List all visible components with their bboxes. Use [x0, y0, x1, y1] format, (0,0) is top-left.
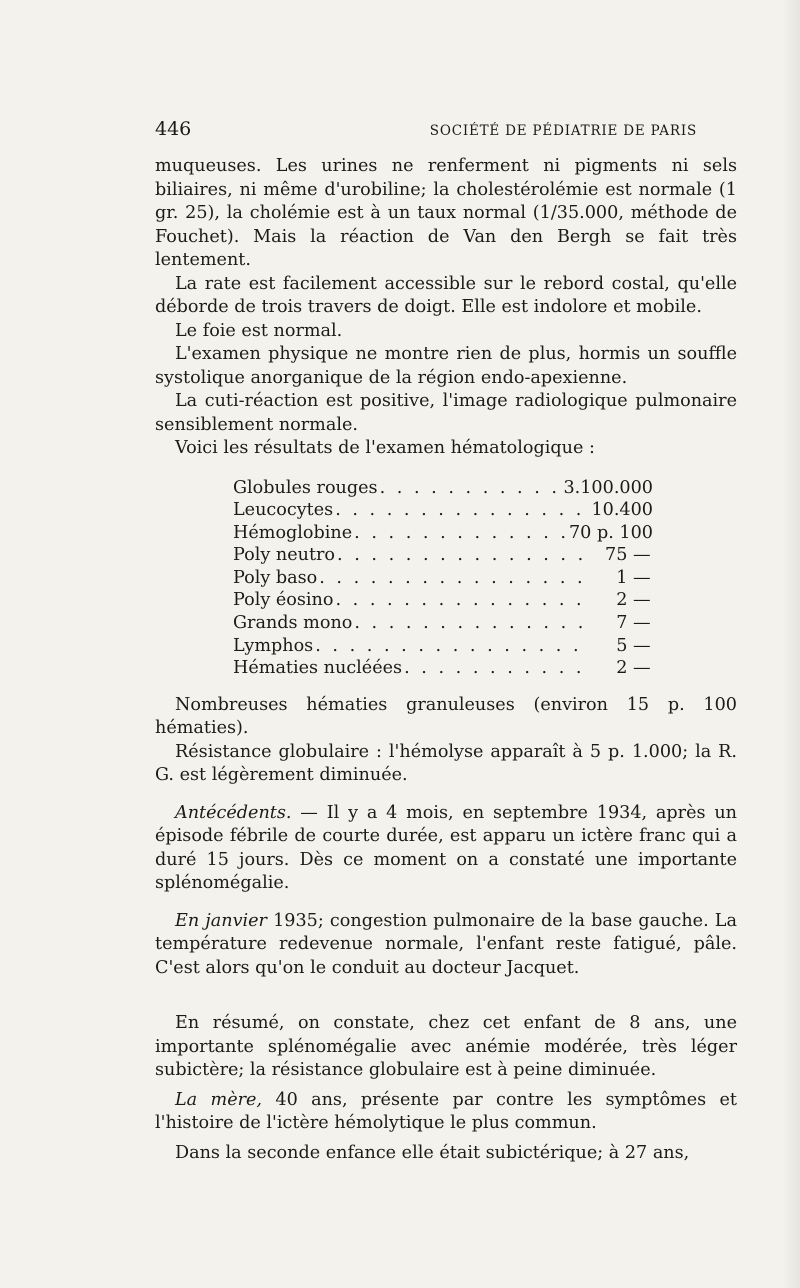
row-label: Leucocytes: [233, 500, 334, 521]
row-value: 70 p. 100: [568, 522, 653, 543]
leader-dots: [354, 612, 591, 636]
leader-dots: [319, 567, 591, 591]
row-label: Poly neutro: [233, 545, 336, 566]
antecedents-text: — Il y a 4 mois, en septembre 1934, après un épisode fébrile de courte durée, est apparu un ictère franc qui a duré 15 jours. Dès ce moment on a constaté une importante splénomégalie.: [155, 802, 737, 894]
paragraph: Le foie est normal.: [175, 320, 343, 341]
table-row: [233, 499, 653, 522]
row-value: 7 —: [616, 613, 651, 634]
paragraph: La cuti-réaction est positive, l'image radiologique pulmonaire sensiblement normale.: [155, 391, 737, 435]
mere-paragraph: [155, 1089, 737, 1136]
janvier-paragraph: [155, 910, 737, 981]
paragraph: Voici les résultats de l'examen hématologique :: [175, 438, 595, 458]
body-text: [155, 155, 737, 1165]
table-row: [233, 635, 653, 658]
hematology-table: [233, 477, 653, 680]
leader-dots: [380, 477, 562, 501]
leader-dots: [335, 499, 589, 523]
table-row: [233, 612, 653, 635]
leader-dots: [354, 522, 567, 546]
table-row: [233, 522, 653, 545]
leader-dots: [315, 635, 591, 659]
leader-dots: [335, 589, 591, 613]
mere-lead: La mère,: [175, 1089, 263, 1110]
row-label: Grands mono: [233, 613, 353, 634]
resume-paragraph: En résumé, on constate, chez cet enfant de 8 ans, une importante splénomégalie avec anémie modérée, très léger subictère; la résistance globulaire est à peine diminuée.: [155, 1013, 737, 1081]
leader-dots: [404, 657, 591, 681]
janvier-lead: En janvier: [175, 910, 267, 931]
row-value: 75 —: [605, 545, 651, 566]
row-label: Poly baso: [233, 567, 318, 588]
page-header: [155, 118, 737, 140]
table-row: [233, 589, 653, 612]
row-label: Poly éosino: [233, 590, 334, 611]
table-row: [233, 567, 653, 590]
running-title: SOCIÉTÉ DE PÉDIATRIE DE PARIS: [429, 123, 697, 139]
row-label: Lymphos: [233, 635, 314, 656]
mere-text: 40 ans, présente par contre les symptômes et l'histoire de l'ictère hémolytique le plus commun.: [155, 1089, 737, 1134]
table-row: [233, 544, 653, 567]
antecedents-lead: Antécédents.: [175, 802, 292, 823]
table-row: [233, 657, 653, 680]
row-value: 2 —: [616, 658, 651, 679]
page-edge-shadow: [782, 0, 800, 1288]
row-label: Globules rouges: [233, 477, 378, 498]
row-value: 3.100.000: [563, 477, 653, 498]
row-value: 10.400: [591, 500, 653, 521]
paragraph: La rate est facilement accessible sur le rebord costal, qu'elle déborde de trois travers de doigt. Elle est indolore et mobile.: [155, 273, 737, 317]
antecedents-paragraph: [155, 802, 737, 896]
paragraph: Résistance globulaire : l'hémolyse apparaît à 5 p. 1.000; la R. G. est légèrement diminuée.: [155, 741, 737, 786]
row-value: 5 —: [616, 635, 651, 656]
janvier-text: 1935; congestion pulmonaire de la base gauche. La température redevenue normale, l'enfant reste fatigué, pâle. C'est alors qu'on le conduit au docteur Jacquet.: [155, 910, 737, 978]
row-label: Hématies nucléées: [233, 658, 403, 679]
table-row: [233, 477, 653, 500]
leader-dots: [337, 544, 591, 568]
last-line: Dans la seconde enfance elle était subictérique; à 27 ans,: [175, 1142, 690, 1163]
row-value: 2 —: [616, 590, 651, 611]
paragraph: Nombreuses hématies granuleuses (environ 15 p. 100 hématies).: [155, 694, 737, 739]
paragraph: muqueuses. Les urines ne renferment ni pigments ni sels biliaires, ni même d'urobiline; la cholestérolémie est normale (1 gr. 25), la cholémie est à un taux normal (1/35.000, méthode de Fouchet). Mais la réaction de Van den Bergh se fait très lentement.: [155, 156, 737, 270]
row-value: 1 —: [616, 567, 651, 588]
page-number: 446: [155, 118, 192, 140]
row-label: Hémoglobine: [233, 522, 353, 543]
paragraph: L'examen physique ne montre rien de plus, hormis un souffle systolique anorganique de la région endo-apexienne.: [155, 344, 737, 388]
